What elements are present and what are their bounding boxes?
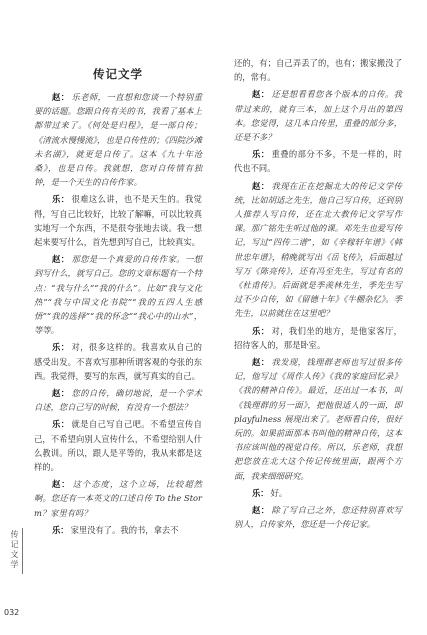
speaker-label: 赵： [252,505,270,516]
dialogue-paragraph [34,386,202,414]
dialogue-text: 您的自传，确切地说，是一个学术自述，您自己写的时候，有没有一个想法？ [34,388,202,413]
dialogue-text: 好。 [270,487,288,498]
dialogue-text: 重叠的部分不多，不是一样的，时代也不同。 [234,149,402,174]
dialogue-paragraph [234,486,402,500]
dialogue-text: 这个态度，这个立场，比较超然啊。您还有一本英文的口述自传 To the Storm？家里有吗？ [34,479,202,518]
speaker-label: 乐： [52,524,69,535]
dialogue-text: 我现在正在挖掘北大的传记文学传统，比如胡适之先生，他自己写自传，还到别人推荐人写自传，还在北大教传记文学写作课。那广铭先生听过他的课。邓先生也爱写传记，写过“四传二谱”，如《辛稼轩年谱》《韩世忠年谱》，稍晚就写出《岳飞传》，后面越过写万《陈亮传》，还有冯至先生，写过有名的《杜甫传》。后面就是季羡林先生，季先生写过不少自传，如《留德十年》《牛棚杂忆》。季先生，以前就住在这里吧？ [234,180,402,319]
section-side-tab: 传记文学 [10,530,19,570]
dialogue-text: 对，很多这样的。我喜欢从自己的感受出发。不喜欢写那种所谓客观的夸张的东西。我觉得，要写的东西，就写真实的自己。 [34,342,202,381]
right-column-body [234,56,402,532]
dialogue-paragraph [234,503,402,531]
speaker-label: 赵： [252,89,270,100]
dialogue-text: 乐老师，一直想和您谈一个特别重要的话题。您跟自传有关的书，我看了基本上都带过来了。《何处是归程》，是一部自传；《清流水慢慢流》，也是自传性的；《四院沙滩未名湖》，就更是自传了。这本《九十年沧桑》，也是自传。我就想，您对自传情有独钟，是一个天生的自传作家。 [34,92,202,188]
dialogue-paragraph [234,147,402,175]
dialogue-paragraph [34,340,202,383]
right-column [234,0,402,535]
speaker-label: 乐： [252,149,270,160]
speaker-label: 乐： [252,325,270,336]
dialogue-paragraph [34,252,202,337]
speaker-label: 赵： [52,92,70,102]
dialogue-paragraph [34,90,202,189]
speaker-label: 乐： [52,419,70,430]
left-column-body [34,90,202,537]
speaker-label: 赵： [252,180,270,191]
speaker-label: 赵： [52,254,70,265]
dialogue-text: 除了写自己之外，您还特别喜欢写别人，自传家外，您还是一个传记家。 [234,505,402,530]
dialogue-text: 还的，有；自己弄丢了的，也有；搬家搬没了的，常有。 [234,58,402,83]
right-column-spacer [234,0,402,56]
page-title: 传记文学 [93,67,143,81]
dialogue-paragraph [34,192,202,249]
speaker-label: 赵： [252,357,270,368]
dialogue-text: 我发现，钱理群老师也写过很多传记，他写过《周作人传》《我的家庭回忆录》《我的精神自传》。最近，还出过一本书，叫《钱理群的另一面》，把他很适人的一面，即 playfulness 展现出来了。老师看自传，很好玩的。如果前面那本书叫他的精神自传，这本书应该叫他的视觉自传。所以，乐老师，我想把您放在北大这个传记传统里面，跟两个方面，我来细细研究。 [234,357,402,481]
page-number: 032 [4,608,20,617]
speaker-label: 赵： [52,479,71,490]
speaker-label: 乐： [52,194,70,205]
dialogue-paragraph [234,324,402,352]
dialogue-paragraph [234,87,402,144]
dialogue-paragraph [234,179,402,321]
dialogue-text: 那您是一个真爱的自传作家。一想到写什么，就写自己。您的文章标题有一个特点：“我与什么”“我的什么”。比如“我与文化热”“我与中国文化书院”“我的五四人生感悟”“我的选择”“我的怀念”“我心中的山水”，等等。 [34,254,202,336]
dialogue-text: 对，我们坐的地方，是他家客厅，招待客人的，那是卧室。 [234,325,402,350]
dialogue-paragraph [34,477,202,520]
dialogue-text: 很难这么讲，也不是天生的。我觉得，写自己比较好，比较了解嘛，可以比较真实地写一个东西，不是很夸张地去谈。我一想起来要写什么，首先想到写自己，比较真实。 [34,194,202,248]
dialogue-text: 就是自己写自己吧。不希望宣传自己，不希望向别人宣传什么，不希望给别人什么教训。所以，跟人是平等的，我从来都是这样的。 [34,419,202,473]
speaker-label: 乐： [252,487,269,498]
left-column [34,0,202,540]
dialogue-text: 还是想看看您各个版本的自传。我带过来的，就有三本，加上这个月出的第四本。您觉得，这几本自传里，重叠的部分多，还是不多？ [234,89,402,143]
dialogue-paragraph [34,523,202,537]
dialogue-text: 家里没有了。我的书，拿去不 [70,524,179,535]
dialogue-paragraph [234,56,402,84]
dialogue-paragraph [234,355,402,483]
section-divider [22,528,23,574]
dialogue-paragraph [34,417,202,474]
speaker-label: 乐： [52,342,70,353]
speaker-label: 赵： [52,388,70,399]
